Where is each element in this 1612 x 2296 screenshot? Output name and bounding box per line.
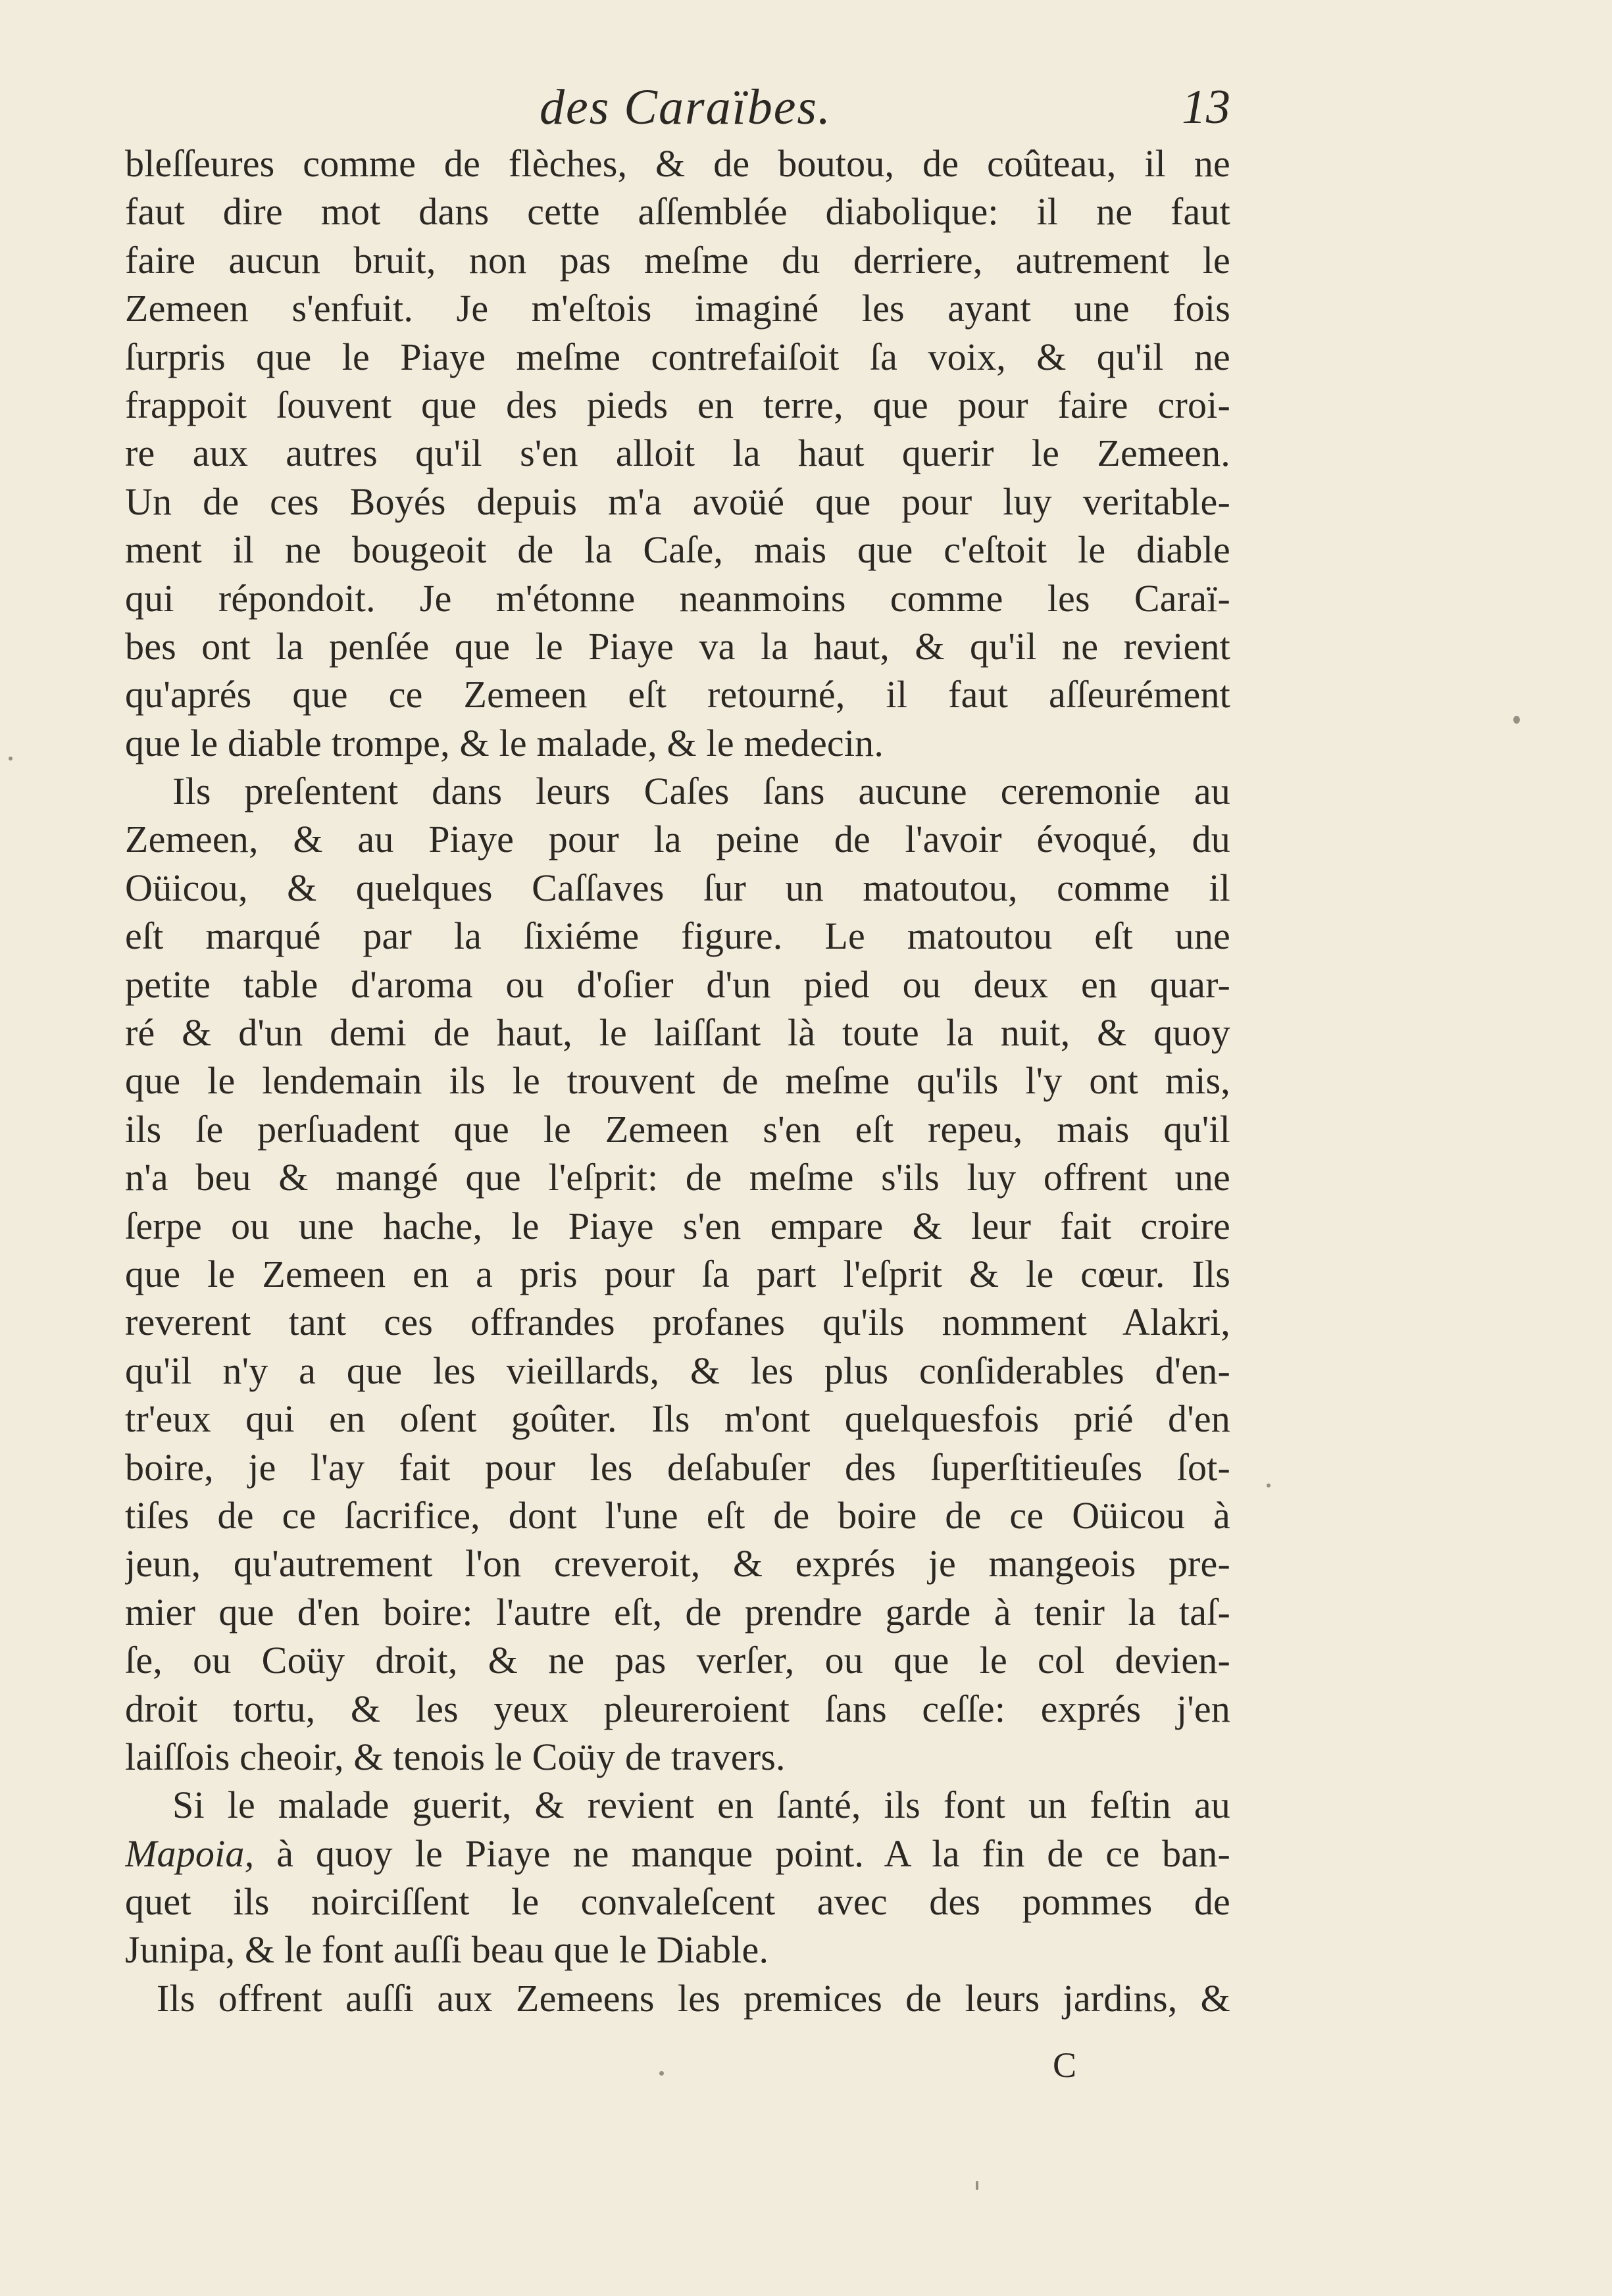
- text-line: bes ont la penſée que le Piaye va la haut, & qu'il ne revient: [125, 624, 1230, 668]
- text-line: faire aucun bruit, non pas meſme du derriere, autrement le: [125, 238, 1230, 282]
- text-line: re aux autres qu'il s'en alloit la haut querir le Zemeen.: [125, 432, 1230, 475]
- text-line-rest: à quoy le Piaye ne manque point. A la fin de ce ban-: [276, 1832, 1230, 1875]
- text-line: reverent tant ces offrandes profanes qu'ils nomment Alakri,: [125, 1301, 1230, 1344]
- text-line: frappoit ſouvent que des pieds en terre, que pour faire croi-: [125, 383, 1230, 426]
- text-line: ils ſe perſuadent que le Zemeen s'en eſt repeu, mais qu'il: [125, 1107, 1230, 1151]
- text-line: n'a beu & mangé que l'eſprit: de meſme s'ils luy offrent une: [125, 1156, 1230, 1199]
- text-line: laiſſois cheoir, & tenois le Coüy de travers.: [125, 1735, 786, 1778]
- text-line: que le lendemain ils le trouvent de meſme qu'ils l'y ont mis,: [125, 1059, 1230, 1103]
- text-line: [125, 1830, 1230, 1878]
- text-line: quet ils noirciſſent le convaleſcent avec des pommes de: [125, 1880, 1230, 1924]
- text-line: eſt marqué par la ſixiéme figure. Le matoutou eſt une: [125, 914, 1230, 958]
- text-line: qu'il n'y a que les vieillards, & les plus conſiderables d'en-: [125, 1349, 1230, 1392]
- page-number: 13: [1182, 80, 1230, 134]
- paper-speck: [1513, 716, 1520, 724]
- text-line: ſe, ou Coüy droit, & ne pas verſer, ou que le col devien-: [125, 1639, 1230, 1682]
- text-line: que le diable trompe, & le malade, & le medecin.: [125, 721, 884, 764]
- text-line: Un de ces Boyés depuis m'a avoüé que pour luy veritable-: [125, 480, 1230, 523]
- body-text: [125, 139, 1230, 2022]
- text-line: qu'aprés que ce Zemeen eſt retourné, il faut aſſeurément: [125, 673, 1230, 716]
- paragraph-start-line: Ils offrent auſſi aux Zemeens les premices de leurs jardins, &: [157, 1976, 1230, 2020]
- text-line: qui répondoit. Je m'étonne neanmoins comme les Caraï-: [125, 576, 1230, 620]
- paragraph-start-line: Ils preſentent dans leurs Caſes ſans aucune ceremonie au: [172, 770, 1230, 813]
- text-line: tiſes de ce ſacrifice, dont l'une eſt de boire de ce Oüicou à: [125, 1493, 1230, 1537]
- text-line: ré & d'un demi de haut, le laiſſant là toute la nuit, & quoy: [125, 1011, 1230, 1055]
- paragraph-start-line: Si le malade guerit, & revient en ſanté, ils font un feſtin au: [172, 1784, 1230, 1827]
- text-line: ſurpris que le Piaye meſme contrefaiſoit ſa voix, & qu'il ne: [125, 335, 1230, 378]
- text-line: faut dire mot dans cette aſſemblée diabolique: il ne faut: [125, 190, 1230, 234]
- signature-mark: C: [1053, 2045, 1077, 2085]
- running-title: des Caraïbes.: [540, 80, 832, 135]
- text-line: Junipa, & le font auſſi beau que le Diable.: [125, 1928, 769, 1972]
- text-line: ment il ne bougeoit de la Caſe, mais que c'eſtoit le diable: [125, 528, 1230, 572]
- text-line: Oüicou, & quelques Caſſaves ſur un matoutou, comme il: [125, 866, 1230, 909]
- italic-word: Mapoia,: [125, 1832, 255, 1875]
- text-line: droit tortu, & les yeux pleureroient ſans ceſſe: exprés j'en: [125, 1687, 1230, 1730]
- text-line: que le Zemeen en a pris pour ſa part l'eſprit & le cœur. Ils: [125, 1252, 1230, 1295]
- text-line: mier que d'en boire: l'autre eſt, de prendre garde à tenir la taſ-: [125, 1590, 1230, 1634]
- text-line: jeun, qu'autrement l'on creveroit, & exprés je mangeois pre-: [125, 1542, 1230, 1585]
- paper-speck: [9, 757, 13, 761]
- text-line: boire, je l'ay fait pour les deſabuſer des ſuperſtitieuſes ſot-: [125, 1445, 1230, 1489]
- text-line: bleſſeures comme de flèches, & de boutou, de coûteau, il ne: [125, 142, 1230, 185]
- paper-speck: [1267, 1484, 1271, 1487]
- text-line: petite table d'aroma ou d'oſier d'un pied ou deux en quar-: [125, 962, 1230, 1006]
- text-line: Zemeen s'enfuit. Je m'eſtois imaginé les ayant une fois: [125, 287, 1230, 330]
- paper-speck: [976, 2181, 978, 2190]
- running-head: [125, 78, 1230, 137]
- text-line: Zemeen, & au Piaye pour la peine de l'avoir évoqué, du: [125, 818, 1230, 861]
- text-line: tr'eux qui en oſent goûter. Ils m'ont quelquesfois prié d'en: [125, 1397, 1230, 1441]
- paper-speck: [659, 2071, 664, 2076]
- text-line: ſerpe ou une hache, le Piaye s'en empare & leur fait croire: [125, 1204, 1230, 1247]
